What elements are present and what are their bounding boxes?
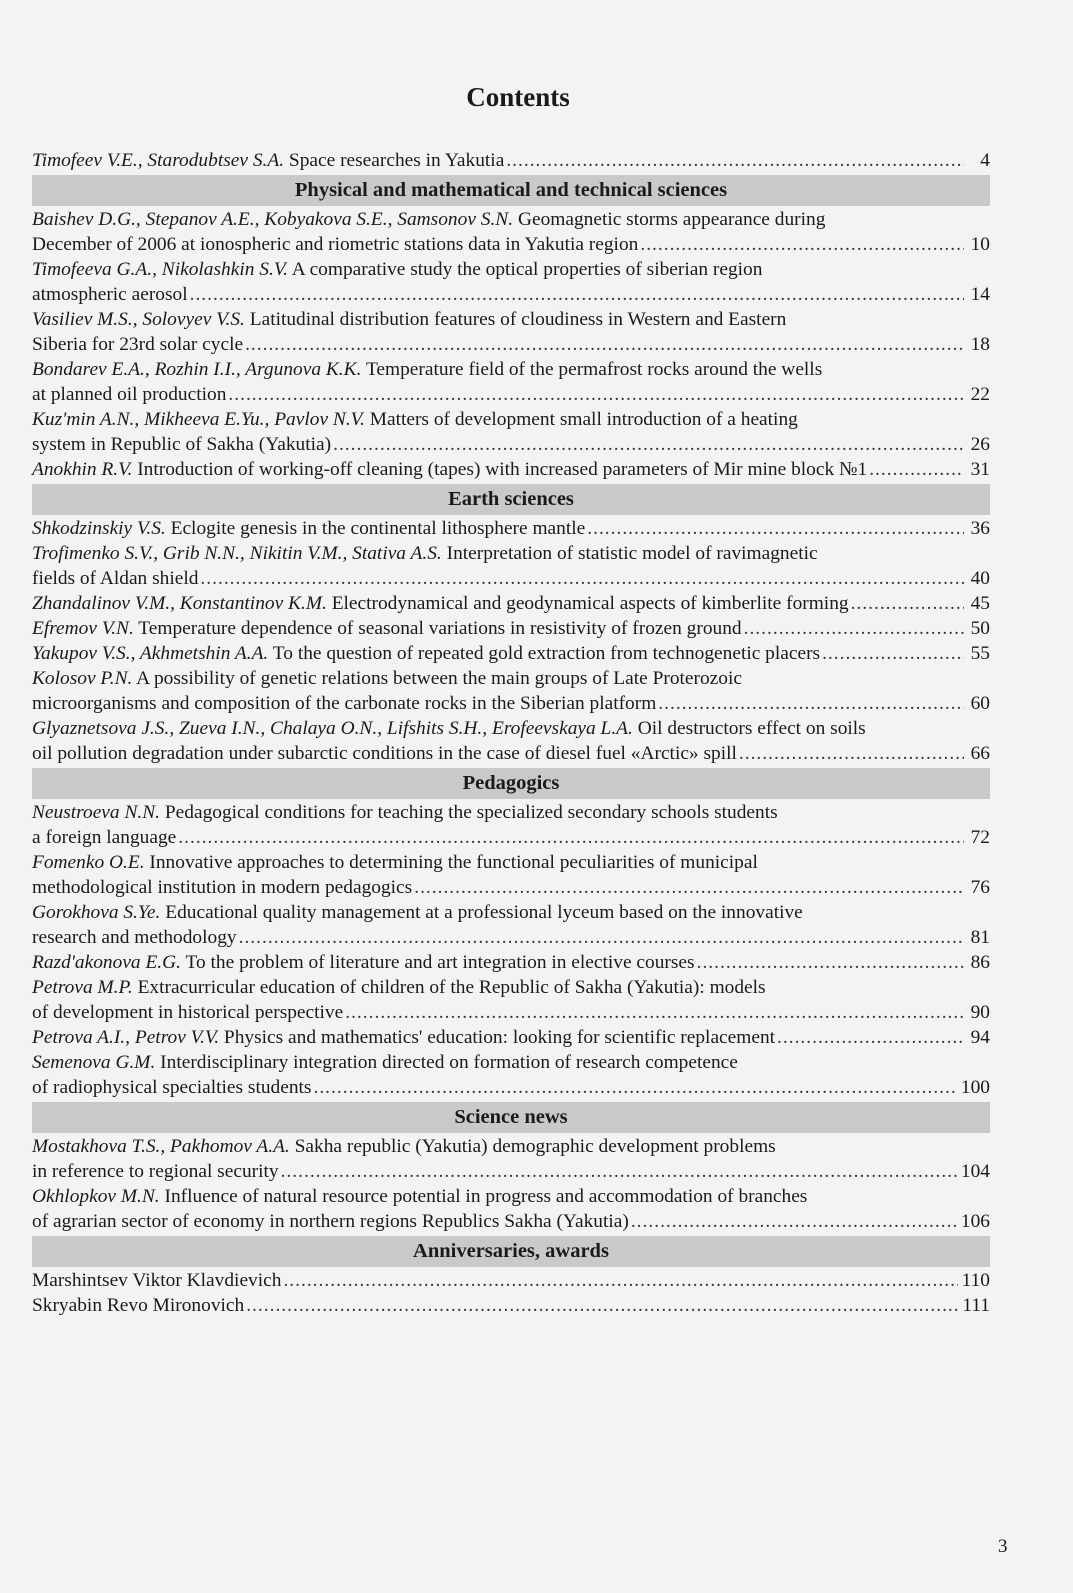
entry-title: Interdisciplinary integration directed on formation of research competence [160,1052,738,1073]
page-number: 3 [998,1536,1008,1557]
entry-title: research and methodology [32,927,237,948]
entry-page: 18 [970,334,990,355]
entry-line [32,825,990,850]
entry-text [32,1075,311,1100]
section-heading: Earth sciences [32,484,990,515]
entry-text [32,1186,807,1207]
entry-authors: Gorokhova S.Ye. [32,902,161,923]
entry-line [32,1209,990,1234]
entry-text [32,1293,244,1318]
toc-entry [32,516,990,541]
entry-page: 60 [970,693,990,714]
entry-line [32,800,990,825]
entry-line [32,641,990,666]
entry-page: 106 [960,1211,990,1232]
entry-page: 55 [970,643,990,664]
dot-leader [869,457,964,482]
entry-page: 50 [970,618,990,639]
entry-text [32,616,742,641]
entry-authors: Petrova M.P. [32,977,133,998]
entry-title: Space researches in Yakutia [288,150,505,171]
entry-text [32,1025,775,1050]
dot-leader [744,616,964,641]
entry-text [32,566,198,591]
entry-title: A possibility of genetic relations between the main groups of Late Proterozoic [136,668,742,689]
entry-title: Pedagogical conditions for teaching the specialized secondary schools students [164,802,778,823]
entry-authors: Semenova G.M. [32,1052,156,1073]
entry-title: Marshintsev Viktor Klavdievich [32,1270,282,1291]
dot-leader [777,1025,964,1050]
entry-authors: Mostakhova T.S., Pakhomov A.A. [32,1136,290,1157]
entry-authors: Trofimenko S.V., Grib N.N., Nikitin V.M., Stativa A.S. [32,543,442,564]
entry-page: 86 [970,952,990,973]
entry-title: at planned oil production [32,384,227,405]
toc-entry [32,307,990,357]
entry-title: Sakha republic (Yakutia) demographic development problems [294,1136,776,1157]
entry-title: Siberia for 23rd solar cycle [32,334,244,355]
entry-line [32,432,990,457]
entry-line [32,307,990,332]
entry-text [32,543,818,564]
dot-leader [333,432,964,457]
entry-text [32,309,786,330]
entry-authors: Yakupov V.S., Akhmetshin A.A. [32,643,269,664]
dot-leader [640,232,964,257]
entry-line [32,1268,990,1293]
toc-entry [32,1268,990,1293]
section-heading: Physical and mathematical and technical sciences [32,175,990,206]
entry-title: atmospheric aerosol [32,284,188,305]
toc-entry [32,148,990,173]
section-heading: Science news [32,1102,990,1133]
toc-entry [32,1184,990,1234]
entry-line [32,975,990,1000]
entry-title: Matters of development small introduction of a heating [369,409,798,430]
entry-page: 111 [962,1295,990,1316]
entry-text [32,1159,279,1184]
entry-title: Temperature dependence of seasonal variations in resistivity of frozen ground [138,618,742,639]
entry-line [32,541,990,566]
entry-authors: Anokhin R.V. [32,459,133,480]
entry-text [32,457,867,482]
entry-title: Introduction of working-off cleaning (tapes) with increased parameters of Mir mine block №1 [137,459,868,480]
entry-authors: Petrova A.I., Petrov V.V. [32,1027,220,1048]
entry-text [32,382,226,407]
entry-page: 104 [960,1161,990,1182]
entry-page: 72 [970,827,990,848]
entry-page: 110 [961,1270,990,1291]
entry-line [32,566,990,591]
entry-text [32,282,188,307]
toc-entry [32,616,990,641]
toc-entry [32,407,990,457]
toc-entry [32,257,990,307]
entry-authors: Kuz'min A.N., Mikheeva E.Yu., Pavlov N.V. [32,409,365,430]
entry-text [32,148,504,173]
entry-text [32,691,656,716]
entry-title: To the question of repeated gold extraction from technogenetic placers [272,643,821,664]
entry-line [32,1159,990,1184]
entry-text [32,232,638,257]
entry-title: oil pollution degradation under subarctic conditions in the case of diesel fuel «Arctic» spill [32,743,737,764]
dot-leader [228,382,964,407]
entry-text [32,875,412,900]
entry-line [32,407,990,432]
entry-page: 36 [970,518,990,539]
dot-leader [178,825,964,850]
entry-text [32,852,758,873]
entry-line [32,1075,990,1100]
entry-title: To the problem of literature and art integration in elective courses [185,952,695,973]
entry-line [32,457,990,482]
toc-entry [32,900,990,950]
section-heading: Pedagogics [32,768,990,799]
toc-entry [32,1293,990,1318]
page-title: Contents [466,82,570,112]
entry-page: 66 [970,743,990,764]
entry-title: methodological institution in modern pedagogics [32,877,413,898]
entry-line [32,357,990,382]
toc-entry [32,641,990,666]
toc-entry [32,1050,990,1100]
table-of-contents [32,148,990,1318]
entry-title: Eclogite genesis in the continental lithosphere mantle [170,518,586,539]
entry-text [32,825,176,850]
dot-leader [190,282,964,307]
dot-leader [281,1159,957,1184]
entry-line [32,616,990,641]
toc-entry [32,1134,990,1184]
entry-text [32,1268,281,1293]
entry-line [32,332,990,357]
entry-authors: Baishev D.G., Stepanov A.E., Kobyakova S.E., Samsonov S.N. [32,209,514,230]
entry-line [32,1293,990,1318]
entry-title: of agrarian sector of economy in northern regions Republics Sakha (Yakutia) [32,1211,629,1232]
entry-page: 45 [970,593,990,614]
entry-title: Physics and mathematics' education: looking for scientific replacement [223,1027,776,1048]
toc-entry [32,591,990,616]
entry-text [32,332,243,357]
entry-text [32,359,822,380]
entry-title: December of 2006 at ionospheric and riometric stations data in Yakutia region [32,234,639,255]
entry-page: 10 [970,234,990,255]
entry-page: 26 [970,434,990,455]
entry-text [32,591,849,616]
entry-line [32,716,990,741]
entry-line [32,382,990,407]
entry-title: a foreign language [32,827,177,848]
toc-entry [32,716,990,766]
toc-entry [32,207,990,257]
entry-text [32,409,798,430]
entry-authors: Okhlopkov M.N. [32,1186,160,1207]
entry-line [32,257,990,282]
entry-authors: Vasiliev M.S., Solovyev V.S. [32,309,245,330]
dot-leader [200,566,964,591]
section-heading: Anniversaries, awards [32,1236,990,1267]
entry-title: Geomagnetic storms appearance during [517,209,826,230]
entry-title: Extracurricular education of children of the Republic of Sakha (Yakutia): models [137,977,766,998]
entry-line [32,148,990,173]
entry-page: 76 [970,877,990,898]
dot-leader [739,741,964,766]
toc-entry [32,357,990,407]
entry-page: 81 [970,927,990,948]
dot-leader [414,875,964,900]
entry-title: Influence of natural resource potential in progress and accommodation of branches [164,1186,808,1207]
entry-text [32,902,803,923]
entry-authors: Efremov V.N. [32,618,134,639]
entry-title: Interpretation of statistic model of ravimagnetic [446,543,818,564]
entry-text [32,741,737,766]
entry-line [32,207,990,232]
entry-page: 4 [980,150,990,171]
entry-line [32,900,990,925]
toc-entry [32,541,990,591]
entry-text [32,925,237,950]
entry-text [32,209,825,230]
dot-leader [631,1209,957,1234]
dot-leader [587,516,964,541]
toc-entry [32,975,990,1025]
entry-page: 14 [970,284,990,305]
entry-title: Innovative approaches to determining the functional peculiarities of municipal [149,852,758,873]
entry-line [32,875,990,900]
dot-leader [506,148,964,173]
entry-line [32,925,990,950]
dot-leader [239,925,964,950]
entry-authors: Timofeev V.E., Starodubtsev S.A. [32,150,285,171]
entry-text [32,1052,738,1073]
entry-authors: Neustroeva N.N. [32,802,161,823]
dot-leader [851,591,964,616]
toc-entry [32,1025,990,1050]
entry-page: 94 [970,1027,990,1048]
entry-text [32,977,766,998]
entry-authors: Bondarev E.A., Rozhin I.I., Argunova K.K. [32,359,362,380]
entry-page: 31 [970,459,990,480]
entry-line [32,741,990,766]
entry-line [32,850,990,875]
entry-text [32,516,585,541]
entry-authors: Kolosov P.N. [32,668,133,689]
entry-authors: Timofeeva G.A., Nikolashkin S.V. [32,259,289,280]
entry-line [32,666,990,691]
entry-line [32,1050,990,1075]
dot-leader [822,641,964,666]
entry-text [32,432,331,457]
entry-title: Electrodynamical and geodynamical aspects of kimberlite forming [331,593,849,614]
dot-leader [283,1268,957,1293]
entry-text [32,950,695,975]
entry-line [32,282,990,307]
entry-line [32,1134,990,1159]
entry-line [32,950,990,975]
entry-title: A comparative study the optical properties of siberian region [291,259,763,280]
entry-text [32,718,866,739]
entry-title: Oil destructors effect on soils [637,718,866,739]
entry-authors: Fomenko O.E. [32,852,145,873]
entry-page: 100 [960,1077,990,1098]
entry-title: microorganisms and composition of the carbonate rocks in the Siberian platform [32,693,657,714]
entry-title: of development in historical perspective [32,1002,344,1023]
toc-entry [32,800,990,850]
entry-text [32,1000,343,1025]
dot-leader [345,1000,964,1025]
entry-title: Skryabin Revo Mironovich [32,1295,245,1316]
entry-title: Latitudinal distribution features of cloudiness in Western and Eastern [249,309,787,330]
entry-title: in reference to regional security [32,1161,279,1182]
dot-leader [697,950,964,975]
entry-title: system in Republic of Sakha (Yakutia) [32,434,332,455]
entry-authors: Glyaznetsova J.S., Zueva I.N., Chalaya O.N., Lifshits S.H., Erofeevskaya L.A. [32,718,633,739]
entry-authors: Razd'akonova E.G. [32,952,182,973]
dot-leader [245,332,964,357]
toc-entry [32,950,990,975]
entry-line [32,1025,990,1050]
entry-title: of radiophysical specialties students [32,1077,312,1098]
entry-title: Temperature field of the permafrost rocks around the wells [365,359,823,380]
entry-line [32,591,990,616]
entry-line [32,1184,990,1209]
entry-authors: Shkodzinskiy V.S. [32,518,166,539]
entry-page: 90 [970,1002,990,1023]
dot-leader [313,1075,956,1100]
entry-title: Educational quality management at a professional lyceum based on the innovative [165,902,803,923]
entry-text [32,668,742,689]
entry-line [32,232,990,257]
entry-text [32,802,778,823]
dot-leader [658,691,964,716]
toc-entry [32,457,990,482]
entry-text [32,641,820,666]
dot-leader [246,1293,958,1318]
entry-line [32,691,990,716]
entry-authors: Zhandalinov V.M., Konstantinov K.M. [32,593,327,614]
entry-page: 40 [970,568,990,589]
entry-line [32,516,990,541]
entry-text [32,1136,776,1157]
entry-text [32,1209,629,1234]
entry-line [32,1000,990,1025]
toc-entry [32,666,990,716]
entry-page: 22 [970,384,990,405]
entry-text [32,259,762,280]
toc-entry [32,850,990,900]
entry-title: fields of Aldan shield [32,568,199,589]
